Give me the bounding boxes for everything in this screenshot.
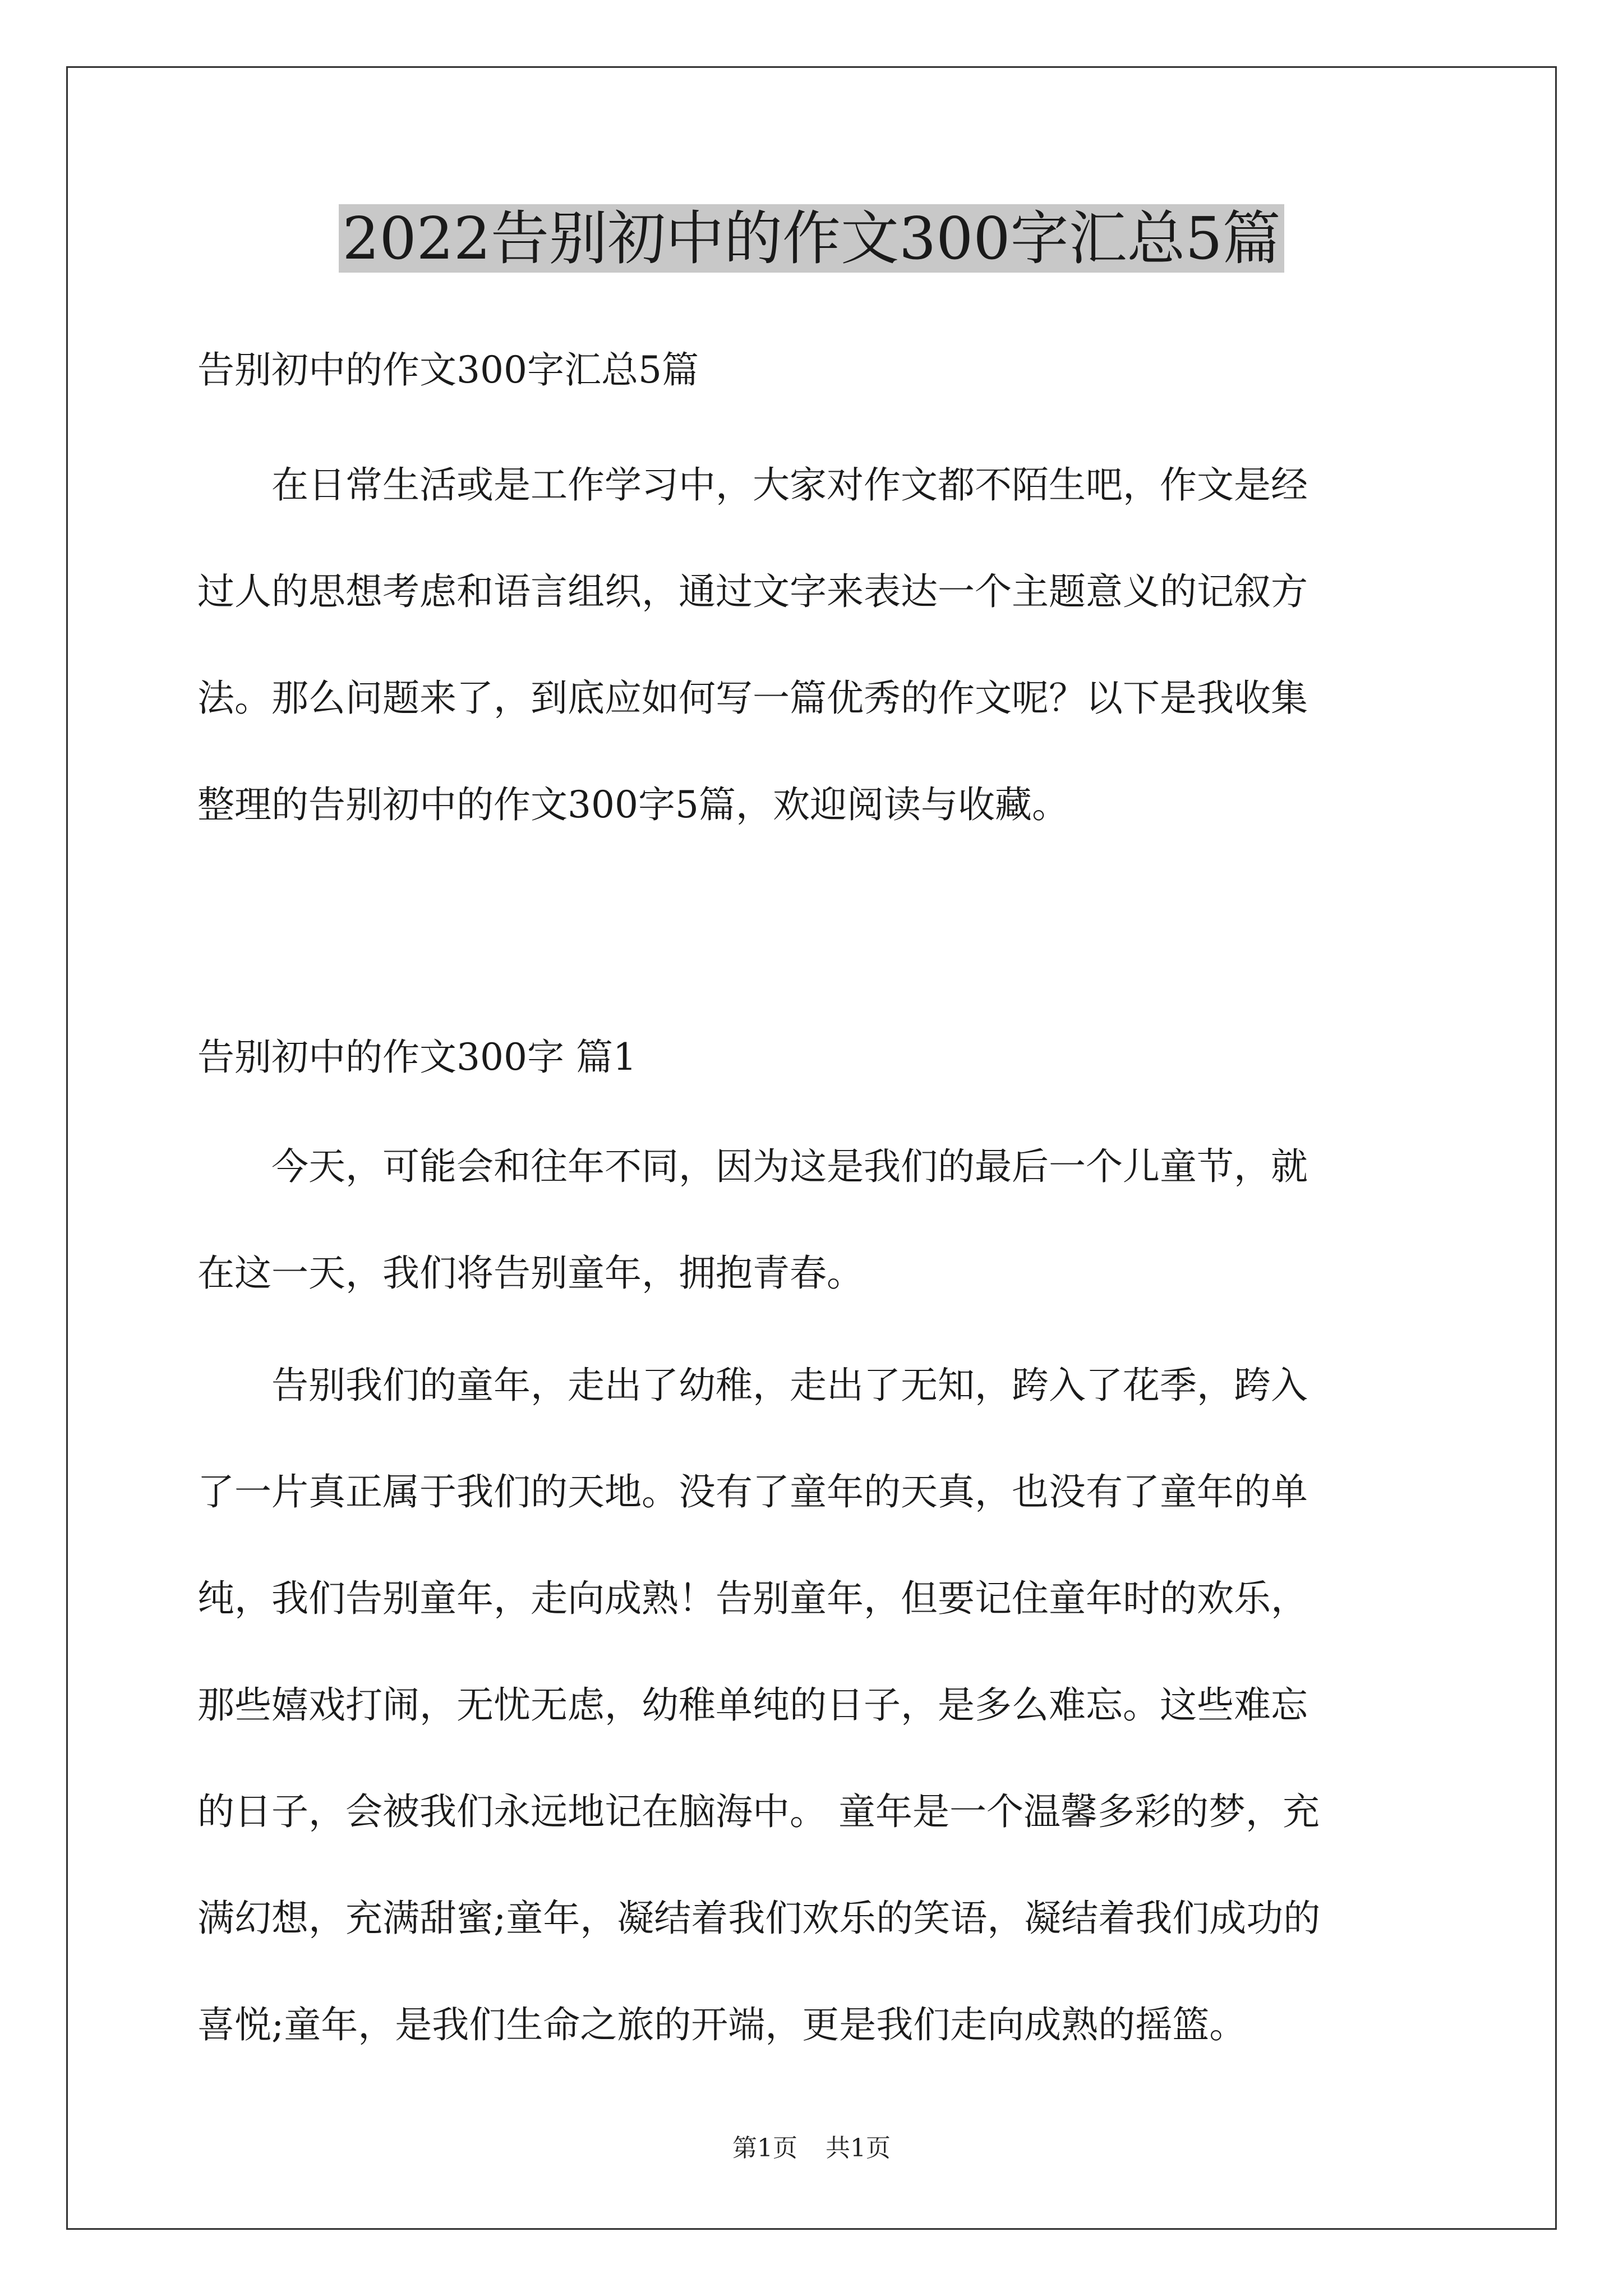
page-number: 第1页: [732, 2134, 797, 2162]
paragraph-line: 满幻想，充满甜蜜;童年，凝结着我们欢乐的笑语，凝结着我们成功的: [197, 1897, 1321, 1940]
section-heading: 告别初中的作文300字 篇1: [197, 1036, 637, 1079]
paragraph-line: 那些嬉戏打闹，无忧无虑，幼稚单纯的日子，是多么难忘。这些难忘: [197, 1683, 1308, 1727]
paragraph-line: 告别我们的童年，走出了幼稚，走出了无知，跨入了花季，跨入: [271, 1364, 1308, 1407]
document-title: [0, 202, 1623, 275]
paragraph-line: 在这一天，我们将告别童年，拥抱青春。: [197, 1251, 864, 1295]
document-subtitle: 告别初中的作文300字汇总5篇: [197, 348, 699, 392]
paragraph-line: 了一片真正属于我们的天地。没有了童年的天真，也没有了童年的单: [197, 1470, 1308, 1513]
intro-line: 过人的思想考虑和语言组织，通过文字来表达一个主题意义的记叙方: [197, 570, 1308, 613]
intro-line: 法。那么问题来了，到底应如何写一篇优秀的作文呢？以下是我收集: [197, 677, 1308, 720]
page-footer: [0, 2132, 1623, 2165]
paragraph-line: 的日子，会被我们永远地记在脑海中。 童年是一个温馨多彩的梦，充: [197, 1790, 1320, 1833]
document-title-text: 2022告别初中的作文300字汇总5篇: [339, 204, 1284, 273]
intro-line: 整理的告别初中的作文300字5篇，欢迎阅读与收藏。: [197, 783, 1069, 826]
paragraph-line: 今天，可能会和往年不同，因为这是我们的最后一个儿童节，就: [271, 1145, 1308, 1188]
intro-line: 在日常生活或是工作学习中，大家对作文都不陌生吧，作文是经: [271, 463, 1308, 507]
paragraph-line: 纯，我们告别童年，走向成熟！告别童年，但要记住童年时的欢乐，: [197, 1577, 1308, 1620]
page-total: 共1页: [826, 2134, 891, 2162]
paragraph-line: 喜悦;童年，是我们生命之旅的开端，更是我们走向成熟的摇篮。: [197, 2003, 1247, 2046]
